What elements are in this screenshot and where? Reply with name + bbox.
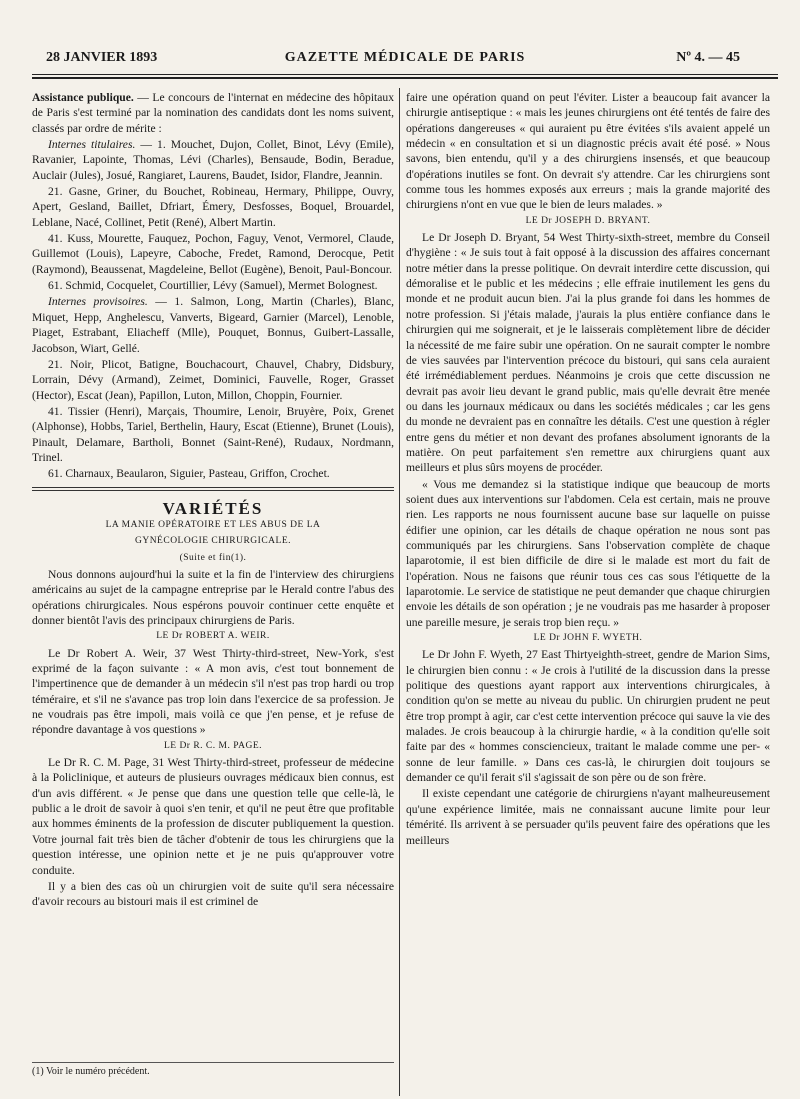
paragraph: Il y a bien des cas où un chirurgien voit de suite qu'il sera nécessaire d'avoir recours au bistouri mais il est criminel de: [32, 879, 394, 909]
paragraph: Le Dr John F. Wyeth, 27 East Thirtyeighth-street, gendre de Marion Sims, le chirurgien bien connu : « Je crois à l'utilité de la discussion dans la presse politique des questions ayant rapport aux interventions chirurgicales, à condition qu'on se mette au niveau du public. Un chirurgien prudent ne peut être trop prompt à agir, car c'est cette intervention précoce qui sauve la vie des malades. Je crois beaucoup à la chirurgie hardie, « à la condition qu'elle soit faite par des « hommes consciencieux, traitant le malade comme une per- « sonne de leur famille. » Dans ces cas-là, le chirurgien doit toujours se demander ce qu'il ferait s'il s'agissait de son père ou de son frère.: [406, 648, 770, 785]
interview-heading: LE Dr JOSEPH D. BRYANT.: [525, 215, 651, 226]
paragraph: Le Dr R. C. M. Page, 31 West Thirty-third-street, professeur de médecine à la Policlinique, et auteurs de plusieurs ouvrages médicaux bien connus, est d'un avis différent. « Je pense que dans une question telle que celle-là, le public a le droit de savoir à quoi s'en tenir, et qu'il ne peut être que profitable aux hommes éminents de la profession de discuter publiquement la question. Votre journal fait très bien de tâcher d'obtenir de tous les chirurgiens que la question intéresse, une opinion nette et je ne puis qu'approuver votre conduite.: [32, 756, 394, 877]
paragraph: 41. Kuss, Mourette, Fauquez, Pochon, Faguy, Venot, Vermorel, Claude, Guillemot (Louis), Lapeyre, Caboche, Fredet, Ramond, Derocque, Petit (Raymond), Beaussenat, Magdeleine, Bellot (Eugène), Benoit, Paul-Boncour.: [32, 232, 394, 276]
article-subtitle: (Suite et fin(1).: [179, 552, 247, 563]
interview-heading: LE Dr ROBERT A. WEIR.: [156, 631, 270, 642]
section-separator: [32, 487, 394, 491]
varietes-heading: VARIÉTÉS: [162, 498, 264, 518]
article-subtitle: GYNÉCOLOGIE CHIRURGICALE.: [134, 536, 292, 547]
interview-heading: LE Dr JOHN F. WYETH.: [533, 633, 643, 644]
paragraph: 21. Gasne, Griner, du Bouchet, Robineau, Hermary, Philippe, Ouvry, Apert, Gesland, Baillet, Dfriart, Émery, Desfosses, Boquel, Brouardel, Leblane, Nacé, Collinet, Petit (René), Albert Martin.: [32, 185, 394, 229]
paragraph: Internes titulaires. — 1. Mouchet, Dujon, Collet, Binot, Lévy (Emile), Ravanier, Lapointe, Thomas, Lévi (Charles), Bensaude, Bodin, Beradue, Auclair (Jules), Josué, Rangiaret, Laurens, Baudet, Isidor, Flandre, Jeannin.: [32, 138, 394, 182]
paragraph: Le Dr Joseph D. Bryant, 54 West Thirty-sixth-street, membre du Conseil d'hygiène : « Je suis tout à fait opposé à la discussion des affaires concernant notre métier dans la presse politique. On devrait interdire cette discussion, qui démoralise et le public et les médecins ; elle effraie inutilement les gens du monde et ne produit aucun bien. J'ai la plus grande foi dans les hommes de notre profession. Si j'étais malade, j'aurais la plus entière confiance dans le chirurgien qui me soignerait, et je le laisserais complètement libre de décider la nécessité de me faire subir une opération. On ne saurait compter le nombre de vies sauvées par l'intervention précoce du bistouri, qui sans cela auraient été irrémédiablement perdues. Néanmoins je crois que cette discussion ne devrait pas avoir lieu devant le grand public, mais qu'elle devrait être menée ou dans les journaux médicaux ou dans les sociétés médicales ; car les gens du monde ne devraient pas en connaître les détails. C'est une question à régler entre gens du métier et non devant des profanes absolument ignorants de la matière. On peut parfaitement s'en remettre aux chirurgiens quant aux meilleurs et plus sûrs moyens de procéder.: [406, 231, 770, 475]
paragraph: 41. Tissier (Henri), Marçais, Thoumire, Lenoir, Bruyère, Poix, Grenet (Alphonse), Hobbs, Tariel, Berthelin, Haury, Escat (Etienne), Brunet (Louis), Pinault, Delamare, Bartholi, Bonnet (Saint-René), Rudaux, Nordmann, Trinel.: [32, 404, 394, 464]
footnote: (1) Voir le numéro précédent.: [32, 1062, 394, 1077]
paragraph: Nous donnons aujourd'hui la suite et la fin de l'interview des chirurgiens américains au sujet de la campagne entreprise par le Herald contre l'abus des opérations chirurgicales. Nous espérons pouvoir continuer cette enquête et donner bientôt l'avis des principaux chirurgiens de Paris.: [32, 567, 394, 627]
header-page-number: Nº 4. — 45: [676, 50, 740, 65]
paragraph: 61. Schmid, Cocquelet, Courtillier, Lévy (Samuel), Mermet Bolognest.: [48, 279, 378, 293]
left-column: [32, 90, 394, 911]
list-lead: Internes provisoires.: [48, 295, 148, 309]
paragraph: faire une opération quand on peut l'éviter. Lister a beaucoup fait avancer la chirurgie antiseptique : « mais les jeunes chirurgiens ont été tentés de faire des opérations dangereuses « qui auraient pu être évitées s'ils avaient appelé un médecin « en consultation et si un diagnostic précis avait été posé. » Nous savons, bien entendu, qu'il y a des chirurgiens insensés, et que beaucoup d'opérations inutiles se font. On devrait s'y attendre. Car les chirurgiens sont comme tous les hommes exposés aux erreurs ; mais la grande majorité des chirurgiens n'ont en vue que le bien de leurs malades. »: [406, 91, 770, 212]
article-subtitle: LA MANIE OPÉRATOIRE ET LES ABUS DE LA: [105, 519, 321, 530]
paragraph: 21. Noir, Plicot, Batigne, Bouchacourt, Chauvel, Chabry, Didsbury, Lorrain, Dévy (Armand), Zeimet, Dominici, Fauvelle, Roger, Grasset (Hector), Escat (Jean), Papillon, Luton, Millon, Choppin, Fournier.: [32, 357, 394, 402]
interview-heading: LE Dr R. C. M. PAGE.: [163, 740, 263, 751]
column-divider: [399, 88, 400, 1096]
paragraph: 61. Charnaux, Beaularon, Siguier, Pasteau, Griffon, Crochet.: [48, 467, 330, 481]
page-header: [32, 50, 778, 70]
paragraph: « Vous me demandez si la statistique indique que beaucoup de morts soient dues aux interventions sur l'abdomen. Cela est certain, mais ne prouve rien. Les rapports ne nous fournissent aucune base sur laquelle on puisse édifier une opinion, car les détails de chaque opération ne nous sont pas communiqués par les chirurgiens. Sans l'observation complète de chaque laparotomie, il est bien difficile de dire si le malade est mort du fait de l'opération. Nous ne faisons que réunir tous ces cas sous l'étiquette de la laparotomie. Le service de statistique ne peut demander que chaque chirurgien envoie les détails de son opération ; je ne voudrais pas me hasarder à proposer une pareille mesure, je serais trop bien reçu. »: [406, 477, 770, 629]
right-column: [406, 90, 770, 849]
paragraph: Le Dr Robert A. Weir, 37 West Thirty-third-street, New-York, s'est exprimé de la façon suivante : « A mon avis, c'est tout bonnement de l'impertinence que de demander à un médecin s'il n'est pas trop hardi ou trop téméraire, et s'il ne s'avance pas trop loin dans l'exercice de sa profession. Je ne voudrais pas être impoli, mais voilà ce que j'en pense, et je refuse de répondre davantage à vos questions »: [32, 646, 394, 737]
header-title: GAZETTE MÉDICALE DE PARIS: [284, 50, 526, 65]
paragraph: Il existe cependant une catégorie de chirurgiens n'ayant malheureusement qu'une expérience limitée, mais ne connaissant aucune limite pour leur témérité. Ils arrivent à se persuader qu'ils peuvent faire des opérations que les meilleurs: [406, 787, 770, 847]
header-rule-thick: [32, 77, 778, 79]
paragraph: Internes provisoires. — 1. Salmon, Long, Martin (Charles), Blanc, Miquet, Hepp, Anghelescu, Vanverts, Bigeard, Garnier (Marcel), Lenoble, Piaget, Estrabant, Eliacheff (Mlle), Pouquet, Bonnus, Guibert-Lassalle, Jacobson, Wiart, Gellé.: [32, 295, 394, 355]
list-lead: Internes titulaires.: [48, 138, 136, 152]
paragraph: Assistance publique. — Le concours de l'internat en médecine des hôpitaux de Paris s'est terminé par la nomination des candidats dont les noms suivent, classés par ordre de mérite :: [32, 91, 395, 135]
section-heading: Assistance publique.: [32, 91, 134, 104]
header-rule: [32, 74, 778, 75]
header-date: 28 JANVIER 1893: [46, 50, 158, 65]
